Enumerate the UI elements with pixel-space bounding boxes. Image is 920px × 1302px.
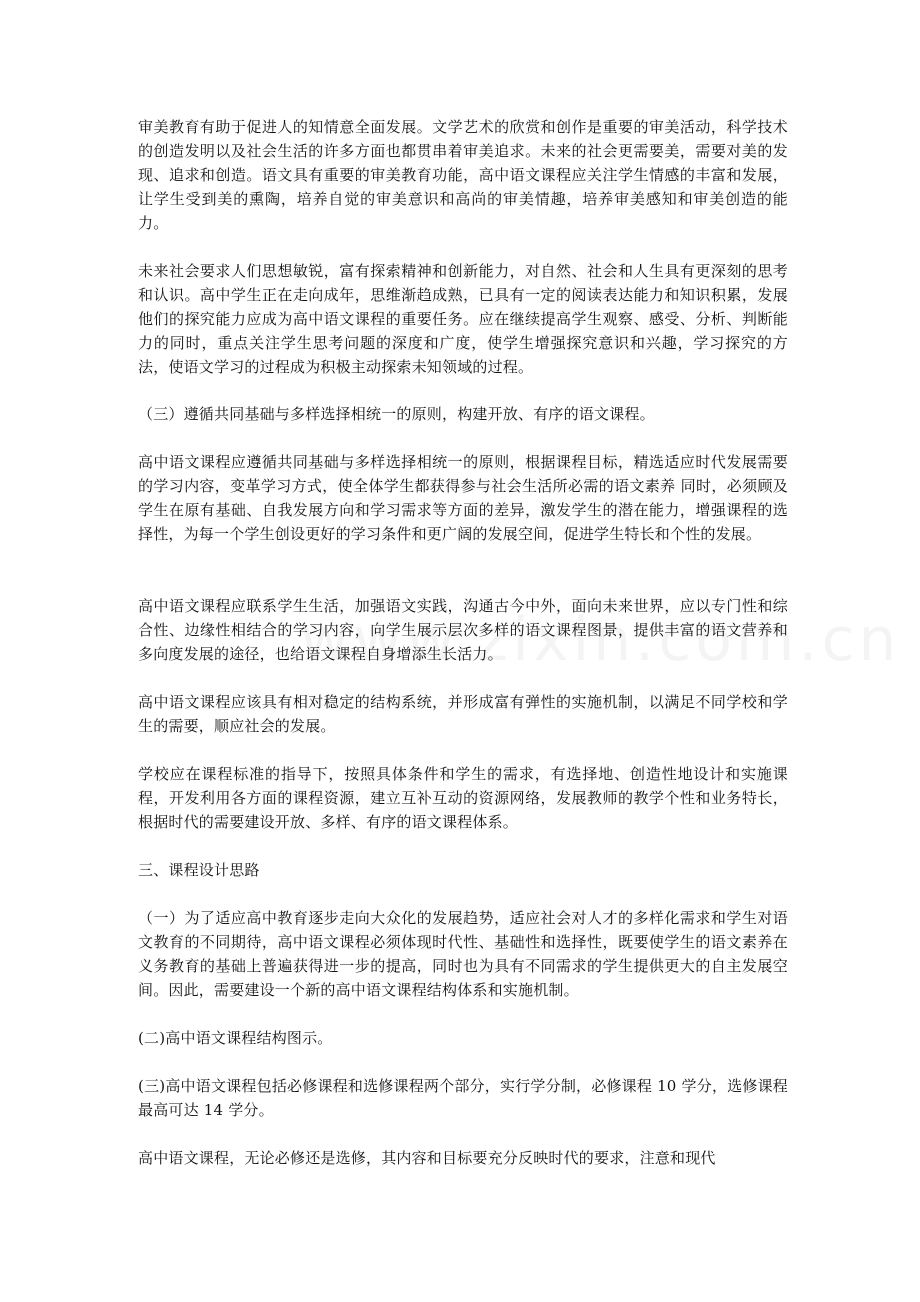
paragraph-design-three: (三)高中语文课程包括必修课程和选修课程两个部分，实行学分制，必修课程 10 学分，选修课程最高可达 14 学分。 bbox=[138, 1077, 789, 1119]
paragraph-design-one: （一）为了适应高中教育逐步走向大众化的发展趋势，适应社会对人才的多样化需求和学生对语文教育的不同期待，高中语文课程必须体现时代性、基础性和选择性，既要使学生的语文素养在义务教育的基础上普遍获得进一步的提高，同时也为具有不同需求的学生提供更大的自主发展空间。因此，需要建设一个新的高中语文课程结构体系和实施机制。 bbox=[138, 909, 788, 999]
paragraph-design-two: (二)高中语文课程结构图示。 bbox=[138, 1029, 333, 1047]
paragraph-principle-three: （三）遵循共同基础与多样选择相统一的原则，构建开放、有序的语文课程。 bbox=[138, 405, 655, 423]
paragraph-aesthetic-education: 审美教育有助于促进人的知情意全面发展。文学艺术的欣赏和创作是重要的审美活动，科学技术的创造发明以及社会生活的许多方面也都贯串着审美追求。未来的社会更需要美，需要对美的发现、追求和创造。语文具有重要的审美教育功能，高中语文课程应关注学生情感的丰富和发展，让学生受到美的熏陶，培养自觉的审美意识和高尚的审美情趣，培养审美感知和审美创造的能力。 bbox=[138, 118, 788, 232]
paragraph-course-content: 高中语文课程，无论必修还是选修，其内容和目标要充分反映时代的要求，注意和现代 bbox=[138, 1149, 716, 1167]
section-heading-design-ideas: 三、课程设计思路 bbox=[138, 861, 260, 879]
paragraph-stable-structure: 高中语文课程应该具有相对稳定的结构系统，并形成富有弹性的实施机制，以满足不同学校和学生的需要，顺应社会的发展。 bbox=[138, 693, 788, 735]
paragraph-inquiry-ability: 未来社会要求人们思想敏锐，富有探索精神和创新能力，对自然、社会和人生具有更深刻的思考和认识。高中学生正在走向成年，思维渐趋成熟，已具有一定的阅读表达能力和知识积累，发展他们的探究能力应成为高中语文课程的重要任务。应在继续提高学生观察、感受、分析、判断能力的同时，重点关注学生思考问题的深度和广度，使学生增强探究意识和兴趣，学习探究的方法，使语文学习的过程成为积极主动探索未知领域的过程。 bbox=[138, 262, 788, 376]
paragraph-student-life: 高中语文课程应联系学生生活，加强语文实践，沟通古今中外，面向未来世界，应以专门性和综合性、边缘性相结合的学习内容，向学生展示层次多样的语文课程图景，提供丰富的语文营养和多向度发展的途径，也给语文课程自身增添生长活力。 bbox=[138, 597, 788, 663]
paragraph-school-implementation: 学校应在课程标准的指导下，按照具体条件和学生的需求，有选择地、创造性地设计和实施课程，开发利用各方面的课程资源，建立互补互动的资源网络，发展教师的教学个性和业务特长，根据时代的需要建设开放、多样、有序的语文课程体系。 bbox=[138, 765, 788, 831]
paragraph-common-foundation: 高中语文课程应遵循共同基础与多样选择相统一的原则，根据课程目标，精选适应时代发展需要的学习内容，变革学习方式，使全体学生都获得参与社会生活所必需的语文素养 同时，必须顾及学生在原有基础、自我发展方向和学习需求等方面的差异，激发学生的潜在能力，增强课程的选择性，为每一个学生创设更好的学习条件和更广阔的发展空间，促进学生特长和个性的发展。 bbox=[138, 453, 788, 543]
